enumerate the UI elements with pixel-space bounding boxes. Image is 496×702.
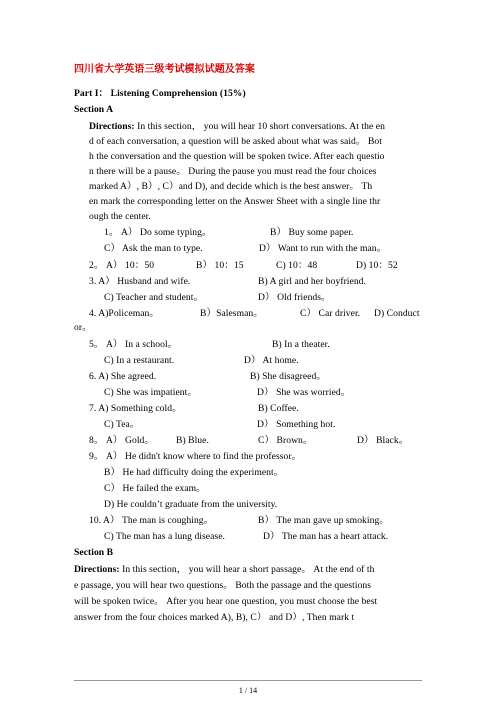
q7-option-d: D） Something hot. <box>257 419 336 430</box>
q5-option-c: C) In a restaurant. <box>104 355 175 366</box>
q1-option-a: 1。 A） Do some typing。 <box>104 227 212 238</box>
q9-option-c: C） He failed the exam。 <box>104 483 206 494</box>
q5-option-a: 5。 A） In a school。 <box>89 339 178 350</box>
q5-option-b: B) In a theater. <box>272 339 330 350</box>
q8-option-c: C） Brown。 <box>258 435 313 446</box>
q6-option-b: B) She disagreed。 <box>250 371 326 382</box>
q2-option-d: D) 10：52 <box>356 260 398 271</box>
section-a-heading: Section A <box>74 104 114 115</box>
directions-b-line-4: answer from the four choices marked A), B), C） and D）, Then mark t <box>74 612 355 623</box>
footer-divider <box>74 680 422 681</box>
q3-option-b: B) A girl and her boyfriend. <box>258 276 366 287</box>
q3-option-a: 3. A） Husband and wife. <box>89 276 191 287</box>
directions-a-line-4: n there will be a pause。 During the pause you must read the four choices <box>89 166 377 177</box>
q3-option-c: C) Teacher and student。 <box>104 292 204 303</box>
q10-option-c: C) The man has a lung disease. <box>104 531 225 542</box>
q9-option-d: D) He couldn’t graduate from the university. <box>104 499 278 510</box>
directions-a-line-6: en mark the corresponding letter on the Answer Sheet with a single line thr <box>89 196 381 207</box>
q7-option-a: 7. A) Something cold。 <box>89 403 182 414</box>
directions-b-label: Directions: <box>74 564 120 575</box>
q7-option-c: C) Tea。 <box>104 419 140 430</box>
directions-a-line-1: Directions: In this section， you will hear 10 short conversations. At the en <box>89 121 385 132</box>
directions-label: Directions: <box>89 121 135 132</box>
section-b-heading: Section B <box>74 547 114 558</box>
q3-option-d: D） Old friends。 <box>258 292 331 303</box>
q2-option-b: B） 10：15 <box>196 260 244 271</box>
q7-option-b: B) Coffee. <box>258 403 299 414</box>
q4-option-c: C） Car driver. <box>300 308 361 319</box>
q8-option-d: D） Black。 <box>357 435 409 446</box>
q1-option-d: D） Want to run with the man。 <box>259 243 387 254</box>
q10-option-a: 10. A） The man is coughing。 <box>89 515 214 526</box>
directions-b-line-1: Directions: In this section， you will hear a short passage。 At the end of th <box>74 564 375 575</box>
page-title: 四川省大学英语三级考试模拟试题及答案 <box>74 64 255 75</box>
q5-option-d: D） At home. <box>244 355 299 366</box>
q4-option-a: 4. A)Policeman。 <box>89 308 160 319</box>
q10-option-d: D） The man has a heart attack. <box>263 531 389 542</box>
q6-option-a: 6. A) She agreed. <box>89 371 157 382</box>
q4-option-b: B）Salesman。 <box>200 308 263 319</box>
q9-option-b: B） He had difficulty doing the experiment。 <box>104 467 284 478</box>
q6-option-c: C) She was impatient。 <box>104 387 197 398</box>
q1-option-b: B） Buy some paper. <box>270 227 354 238</box>
directions-b-line-3: will be spoken twice。 After you hear one question, you must choose the best <box>74 596 378 607</box>
q10-option-b: B） The man gave up smoking。 <box>258 515 389 526</box>
q2-option-c: C) 10：48 <box>276 260 318 271</box>
q9-option-a: 9。 A） He didn't know where to find the professor。 <box>89 451 302 462</box>
directions-b-line-2: e passage, you will hear two questions。 Both the passage and the questions <box>74 580 372 591</box>
q8-option-b: B) Blue. <box>176 435 209 446</box>
q1-option-c: C） Ask the man to type. <box>104 243 203 254</box>
q6-option-d: D） She was worried。 <box>257 387 351 398</box>
q4-option-d: D) Conduct <box>374 308 420 319</box>
q2-option-a: 2。 A） 10：50 <box>89 260 155 271</box>
directions-a-line-2: d of each conversation, a question will be asked about what was said。 Bot <box>89 136 382 147</box>
page-number: 1 / 14 <box>238 686 258 695</box>
q4-option-d-wrap: or。 <box>74 322 92 333</box>
directions-a-line-3: h the conversation and the question will be spoken twice. After each questio <box>89 151 385 162</box>
directions-a-line-5: marked A）, B）, C）and D), and decide which is the best answer。 Th <box>89 181 373 192</box>
q8-option-a: 8。 A） Gold。 <box>89 435 155 446</box>
directions-a-line-7: ough the center. <box>89 211 151 222</box>
part-heading: Part I： Listening Comprehension (15%) <box>74 88 246 99</box>
